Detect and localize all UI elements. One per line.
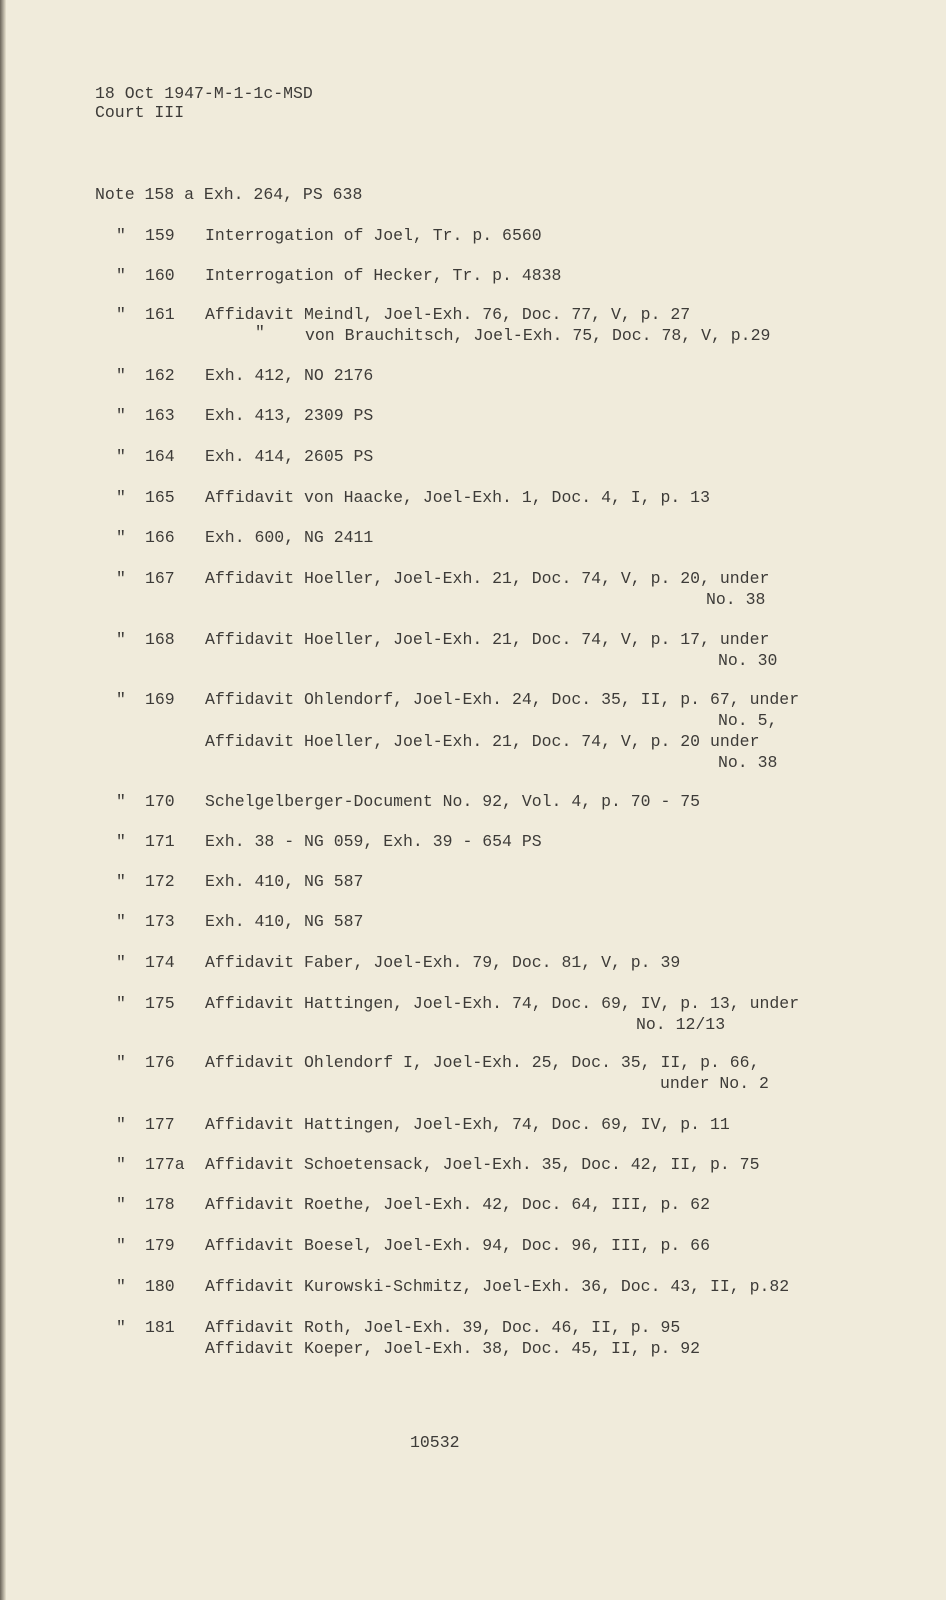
note-text: Affidavit Hattingen, Joel-Exh, 74, Doc. 69, IV, p. 11 bbox=[205, 1115, 730, 1134]
ditto-mark: " bbox=[116, 994, 126, 1013]
note-text: Exh. 600, NG 2411 bbox=[205, 528, 374, 547]
ditto-mark: " bbox=[116, 305, 126, 324]
note-number: 178 bbox=[145, 1195, 175, 1214]
note-text: Affidavit Hoeller, Joel-Exh. 21, Doc. 74, V, p. 20 under bbox=[205, 732, 760, 751]
note-text: Affidavit Hoeller, Joel-Exh. 21, Doc. 74, V, p. 20, under bbox=[205, 569, 770, 588]
note-number: 165 bbox=[145, 488, 175, 507]
note-text: Exh. 412, NO 2176 bbox=[205, 366, 374, 385]
ditto-mark: " bbox=[116, 1155, 126, 1174]
note-text: Affidavit Ohlendorf, Joel-Exh. 24, Doc. 35, II, p. 67, under bbox=[205, 690, 800, 709]
note-text: under No. 2 bbox=[660, 1074, 769, 1093]
note-number: 172 bbox=[145, 872, 175, 891]
note-number: 167 bbox=[145, 569, 175, 588]
note-text: Exh. 410, NG 587 bbox=[205, 912, 364, 931]
note-number: 177 bbox=[145, 1115, 175, 1134]
note-158: Note 158 a Exh. 264, PS 638 bbox=[95, 185, 363, 204]
note-text: No. 38 bbox=[706, 590, 766, 609]
ditto-mark: " bbox=[116, 1115, 126, 1134]
note-number: 162 bbox=[145, 366, 175, 385]
ditto-mark: " bbox=[116, 630, 126, 649]
note-text: Affidavit Roethe, Joel-Exh. 42, Doc. 64, III, p. 62 bbox=[205, 1195, 710, 1214]
header-line-2: Court III bbox=[95, 103, 185, 122]
note-text: Schelgelberger-Document No. 92, Vol. 4, p. 70 - 75 bbox=[205, 792, 701, 811]
ditto-mark: " bbox=[116, 528, 126, 547]
ditto-mark: " bbox=[116, 1277, 126, 1296]
note-number: 174 bbox=[145, 953, 175, 972]
note-text: Affidavit Kurowski-Schmitz, Joel-Exh. 36, Doc. 43, II, p.82 bbox=[205, 1277, 790, 1296]
ditto-mark: " bbox=[116, 912, 126, 931]
note-text: Exh. 413, 2309 PS bbox=[205, 406, 374, 425]
ditto-mark: " bbox=[116, 569, 126, 588]
note-number: 176 bbox=[145, 1053, 175, 1072]
ditto-mark: " bbox=[116, 266, 126, 285]
note-text: Affidavit Roth, Joel-Exh. 39, Doc. 46, II, p. 95 bbox=[205, 1318, 681, 1337]
ditto-mark: " bbox=[116, 1195, 126, 1214]
note-number: 164 bbox=[145, 447, 175, 466]
ditto-mark: " bbox=[116, 1053, 126, 1072]
note-number: 169 bbox=[145, 690, 175, 709]
header-line-1: 18 Oct 1947-M-1-1c-MSD bbox=[95, 84, 313, 103]
note-number: 160 bbox=[145, 266, 175, 285]
note-number: 177a bbox=[145, 1155, 185, 1174]
ditto-mark: " bbox=[116, 406, 126, 425]
ditto-mark: " bbox=[116, 366, 126, 385]
note-number: 171 bbox=[145, 832, 175, 851]
ditto-mark: " bbox=[116, 226, 126, 245]
note-text: No. 38 bbox=[718, 753, 778, 772]
note-text: von Brauchitsch, Joel-Exh. 75, Doc. 78, V, p.29 bbox=[305, 326, 771, 345]
note-text: Affidavit Schoetensack, Joel-Exh. 35, Doc. 42, II, p. 75 bbox=[205, 1155, 760, 1174]
note-text: Affidavit Faber, Joel-Exh. 79, Doc. 81, V, p. 39 bbox=[205, 953, 681, 972]
note-number: 179 bbox=[145, 1236, 175, 1255]
note-text: Exh. 410, NG 587 bbox=[205, 872, 364, 891]
ditto-mark: " bbox=[255, 323, 265, 342]
note-text: Exh. 38 - NG 059, Exh. 39 - 654 PS bbox=[205, 832, 542, 851]
note-text: Affidavit Koeper, Joel-Exh. 38, Doc. 45, II, p. 92 bbox=[205, 1339, 701, 1358]
ditto-mark: " bbox=[116, 1318, 126, 1337]
ditto-mark: " bbox=[116, 447, 126, 466]
ditto-mark: " bbox=[116, 488, 126, 507]
note-number: 168 bbox=[145, 630, 175, 649]
note-number: 166 bbox=[145, 528, 175, 547]
note-number: 163 bbox=[145, 406, 175, 425]
page-edge bbox=[0, 0, 6, 1600]
note-number: 181 bbox=[145, 1318, 175, 1337]
note-number: 170 bbox=[145, 792, 175, 811]
note-text: Interrogation of Hecker, Tr. p. 4838 bbox=[205, 266, 562, 285]
note-number: 161 bbox=[145, 305, 175, 324]
note-text: No. 12/13 bbox=[636, 1015, 726, 1034]
note-text: Affidavit Boesel, Joel-Exh. 94, Doc. 96, III, p. 66 bbox=[205, 1236, 710, 1255]
note-text: Affidavit Ohlendorf I, Joel-Exh. 25, Doc. 35, II, p. 66, bbox=[205, 1053, 760, 1072]
page-number: 10532 bbox=[410, 1433, 460, 1452]
note-text: Affidavit Meindl, Joel-Exh. 76, Doc. 77, V, p. 27 bbox=[205, 305, 691, 324]
note-text: Exh. 414, 2605 PS bbox=[205, 447, 374, 466]
note-text: Affidavit Hattingen, Joel-Exh. 74, Doc. 69, IV, p. 13, under bbox=[205, 994, 800, 1013]
ditto-mark: " bbox=[116, 872, 126, 891]
note-text: No. 30 bbox=[718, 651, 778, 670]
ditto-mark: " bbox=[116, 953, 126, 972]
ditto-mark: " bbox=[116, 1236, 126, 1255]
note-text: Affidavit von Haacke, Joel-Exh. 1, Doc. 4, I, p. 13 bbox=[205, 488, 710, 507]
ditto-mark: " bbox=[116, 832, 126, 851]
note-number: 175 bbox=[145, 994, 175, 1013]
note-number: 159 bbox=[145, 226, 175, 245]
ditto-mark: " bbox=[116, 792, 126, 811]
note-text: Affidavit Hoeller, Joel-Exh. 21, Doc. 74, V, p. 17, under bbox=[205, 630, 770, 649]
ditto-mark: " bbox=[116, 690, 126, 709]
note-text: Interrogation of Joel, Tr. p. 6560 bbox=[205, 226, 542, 245]
note-number: 180 bbox=[145, 1277, 175, 1296]
note-number: 173 bbox=[145, 912, 175, 931]
note-text: No. 5, bbox=[718, 711, 778, 730]
